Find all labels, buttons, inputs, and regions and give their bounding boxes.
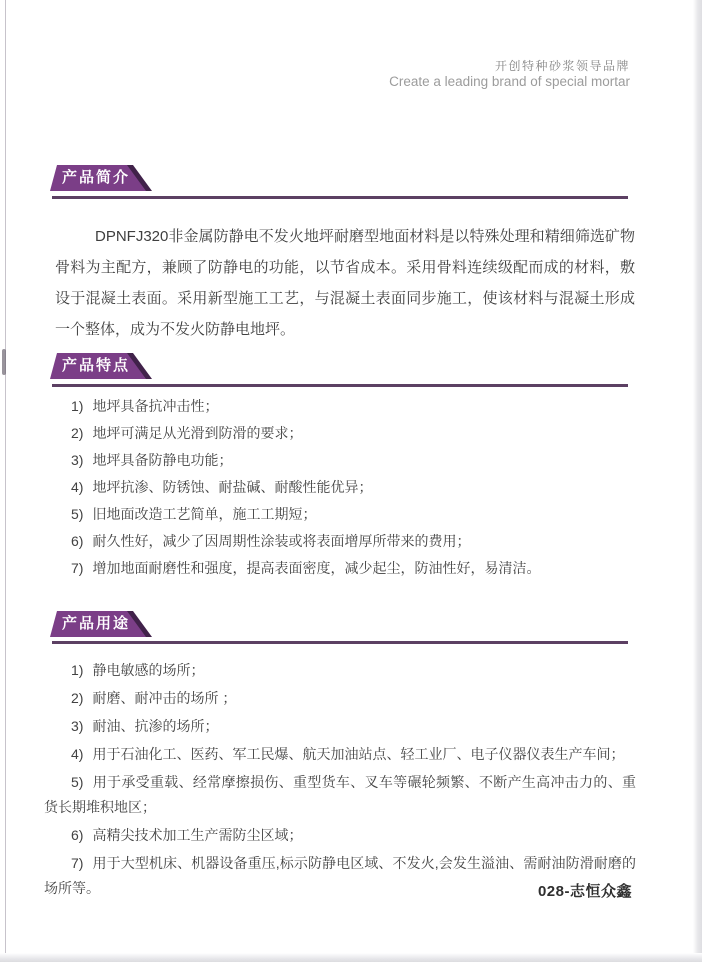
list-item <box>44 502 636 527</box>
list-item <box>44 556 636 581</box>
item-number: 1) <box>71 662 84 678</box>
section-rule-features <box>52 384 628 387</box>
list-item <box>44 686 636 711</box>
item-number: 2) <box>71 425 84 441</box>
item-text: 耐油、抗渗的场所； <box>92 718 219 734</box>
item-number: 2) <box>71 690 84 706</box>
item-number: 7) <box>71 855 84 871</box>
item-text: 用于石油化工、医药、军工民爆、航天加油站点、轻工业厂、电子仪器仪表生产车间； <box>92 746 625 762</box>
page-edge-right <box>693 0 702 962</box>
item-number: 3) <box>71 452 84 468</box>
item-number: 4) <box>71 479 84 495</box>
list-item <box>44 421 636 446</box>
page-edge-left <box>5 0 6 962</box>
item-text: 耐磨、耐冲击的场所 ； <box>92 690 237 706</box>
item-number: 5) <box>71 506 84 522</box>
item-text: 用于承受重载、经常摩擦损伤、重型货车、叉车等碾轮频繁、不断产生高冲击力的、重货长期堆积地区； <box>44 774 636 815</box>
list-item <box>44 475 636 500</box>
item-number: 6) <box>71 827 84 843</box>
section-rule-uses <box>52 641 628 644</box>
item-number: 6) <box>71 533 84 549</box>
section-rule-intro <box>52 196 628 199</box>
section-title-uses: 产品用途 <box>62 615 131 632</box>
list-item <box>44 823 636 848</box>
footer-page-number: 028-志恒众鑫 <box>537 883 632 900</box>
list-item <box>44 448 636 473</box>
item-text: 旧地面改造工艺简单，施工工期短； <box>92 506 317 522</box>
item-number: 3) <box>71 718 84 734</box>
page-edge-bottom <box>0 953 702 962</box>
brand-tagline-chinese: 开创特种砂浆领导品牌 <box>494 59 630 73</box>
list-item <box>44 714 636 739</box>
item-number: 4) <box>71 746 84 762</box>
features-list <box>44 394 636 583</box>
section-banner-features <box>50 353 149 379</box>
brand-tagline-english: Create a leading brand of special mortar <box>389 74 630 89</box>
uses-list <box>44 658 636 904</box>
item-text: 地坪具备抗冲击性； <box>92 398 219 414</box>
item-text: 地坪具备防静电功能； <box>92 452 233 468</box>
list-item <box>44 658 636 683</box>
section-banner-uses <box>50 611 149 637</box>
section-title-features: 产品特点 <box>62 357 131 374</box>
list-item <box>44 770 636 820</box>
item-text: 地坪抗渗、防锈蚀、耐盐碱、耐酸性能优异； <box>92 479 373 495</box>
item-text: 静电敏感的场所； <box>92 662 205 678</box>
item-number: 5) <box>71 774 84 790</box>
page-edge-smudge <box>2 349 6 375</box>
list-item <box>44 529 636 554</box>
intro-paragraph: DPNFJ320非金属防静电不发火地坪耐磨型地面材料是以特殊处理和精细筛选矿物骨料为主配方，兼顾了防静电的功能，以节省成本。采用骨料连续级配而成的材料，敷设于混凝土表面。采用新型施工工艺，与混凝土表面同步施工，使该材料与混凝土形成一个整体，成为不发火防静电地坪。 <box>55 228 635 338</box>
item-number: 7) <box>71 560 84 576</box>
item-text: 高精尖技术加工生产需防尘区域； <box>92 827 303 843</box>
item-text: 增加地面耐磨性和强度，提高表面密度，减少起尘，防油性好，易清洁。 <box>92 560 541 576</box>
section-banner-intro <box>50 165 149 191</box>
item-text: 用于大型机床、机器设备重压,标示防静电区域、不发火,会发生溢油、需耐油防滑耐磨的场所等。 <box>44 855 636 896</box>
item-number: 1) <box>71 398 84 414</box>
item-text: 地坪可满足从光滑到防滑的要求； <box>92 425 303 441</box>
item-text: 耐久性好，减少了因周期性涂装或将表面增厚所带来的费用； <box>92 533 471 549</box>
list-item <box>44 742 636 767</box>
list-item <box>44 394 636 419</box>
section-title-intro: 产品简介 <box>62 169 131 186</box>
